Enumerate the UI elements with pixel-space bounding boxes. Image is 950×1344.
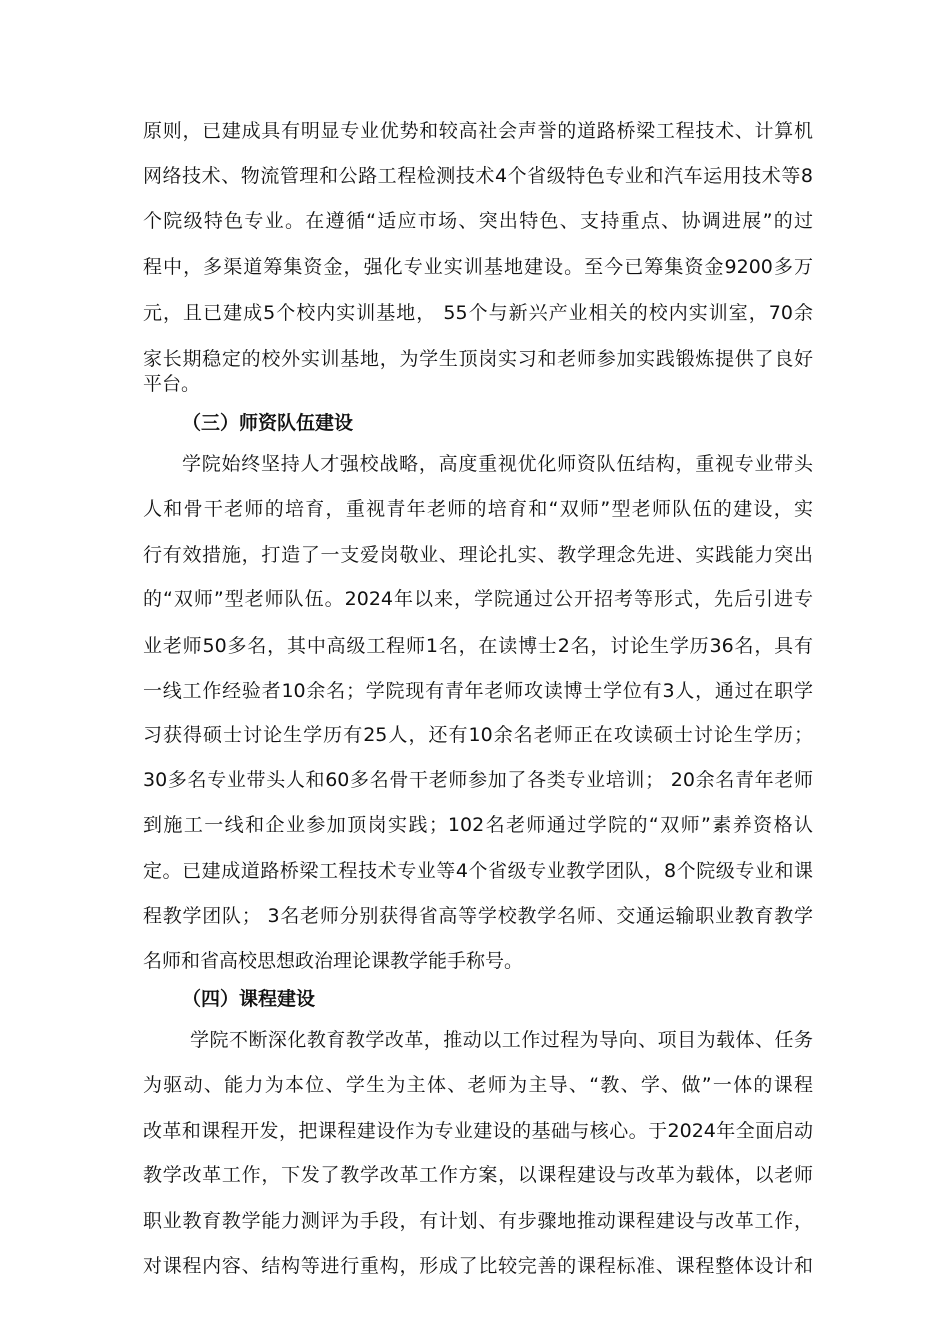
- text-line: 改革和课程开发，把课程建设作为专业建设的基础与核心。于2024年全面启动: [143, 1120, 813, 1142]
- text-line: 定。已建成道路桥梁工程技术专业等4个省级专业教学团队，8个院级专业和课: [143, 860, 813, 882]
- text-line: 到施工一线和企业参加顶岗实践；102名老师通过学院的“双师”素养资格认: [143, 814, 813, 836]
- text-line: 学院始终坚持人才强校战略，高度重视优化师资队伍结构，重视专业带头: [182, 453, 813, 475]
- text-line: 原则，已建成具有明显专业优势和较高社会声誉的道路桥梁工程技术、计算机: [143, 120, 813, 142]
- text-line: 程教学团队； 3名老师分别获得省高等学校教学名师、交通运输职业教育教学: [143, 905, 813, 927]
- text-line: 学院不断深化教育教学改革，推动以工作过程为导向、项目为载体、任务: [190, 1029, 813, 1051]
- text-line: 行有效措施，打造了一支爱岗敬业、理论扎实、教学理念先进、实践能力突出: [143, 544, 813, 566]
- text-line: 名师和省高校思想政治理论课教学能手称号。: [143, 950, 524, 972]
- text-line: 网络技术、物流管理和公路工程检测技术4个省级特色专业和汽车运用技术等8: [143, 165, 813, 187]
- text-line: 教学改革工作，下发了教学改革工作方案，以课程建设与改革为载体，以老师: [143, 1164, 813, 1186]
- text-line: 平台。: [143, 373, 201, 395]
- section-heading: （四）课程建设: [182, 988, 316, 1010]
- text-line: 人和骨干老师的培育，重视青年老师的培育和“双师”型老师队伍的建设，实: [143, 498, 813, 520]
- text-line: 的“双师”型老师队伍。2024年以来，学院通过公开招考等形式，先后引进专: [143, 588, 813, 610]
- text-line: 程中，多渠道筹集资金，强化专业实训基地建设。至今已筹集资金9200多万: [143, 256, 813, 278]
- text-line: 30多名专业带头人和60多名骨干老师参加了各类专业培训； 20余名青年老师: [143, 769, 813, 791]
- text-line: 家长期稳定的校外实训基地，为学生顶岗实习和老师参加实践锻炼提供了良好: [143, 348, 813, 370]
- section-heading: （三）师资队伍建设: [182, 412, 354, 434]
- text-line: 元，且已建成5个校内实训基地， 55个与新兴产业相关的校内实训室，70余: [143, 302, 813, 324]
- text-line: 职业教育教学能力测评为手段，有计划、有步骤地推动课程建设与改革工作，: [143, 1210, 813, 1232]
- text-line: 为驱动、能力为本位、学生为主体、老师为主导、“教、学、做”一体的课程: [143, 1074, 813, 1096]
- text-line: 一线工作经验者10余名；学院现有青年老师攻读博士学位有3人，通过在职学: [143, 680, 813, 702]
- text-line: 业老师50多名，其中高级工程师1名，在读博士2名，讨论生学历36名，具有: [143, 635, 813, 657]
- text-line: 个院级特色专业。在遵循“适应市场、突出特色、支持重点、协调进展”的过: [143, 210, 813, 232]
- text-line: 习获得硕士讨论生学历有25人，还有10余名老师正在攻读硕士讨论生学历；: [143, 724, 813, 746]
- text-line: 对课程内容、结构等进行重构，形成了比较完善的课程标准、课程整体设计和: [143, 1255, 813, 1277]
